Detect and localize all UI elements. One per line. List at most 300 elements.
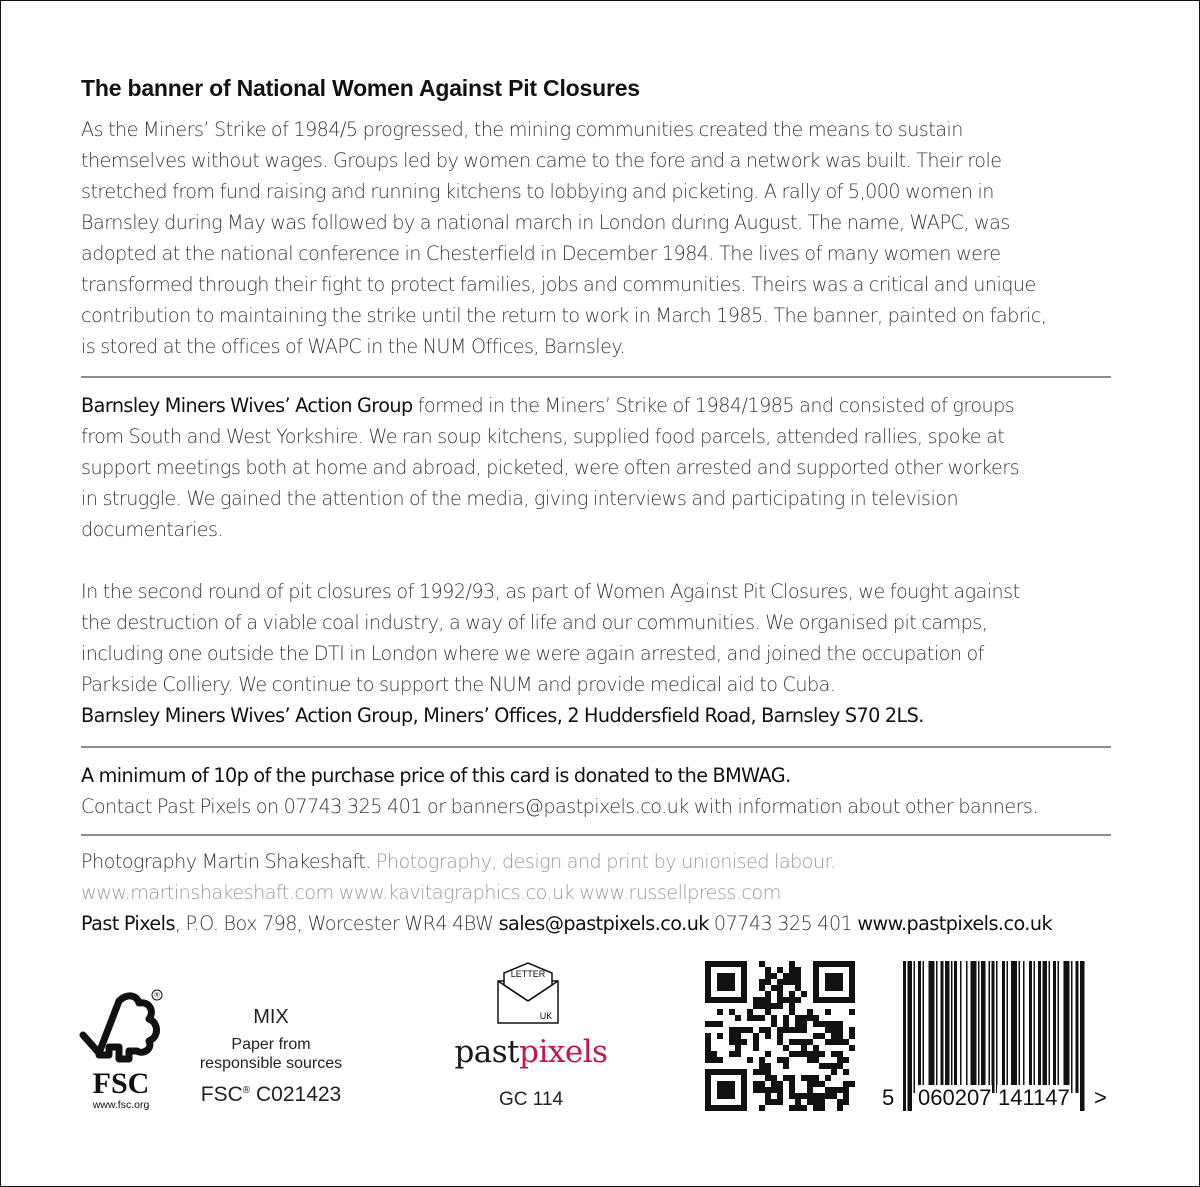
intro-line: stretched from fund raising and running kitchens to lobbying and picketing. A rally of 5,000 women in — [81, 180, 994, 203]
bmwag-line: from South and West Yorkshire. We ran soup kitchens, supplied food parcels, attended rallies, spoke at — [81, 425, 1005, 448]
qr-module — [813, 961, 819, 1003]
barcode-bar — [992, 961, 995, 1093]
qr-module — [831, 1033, 837, 1039]
barcode-bar — [1080, 961, 1085, 1111]
barcode-bar — [1007, 961, 1009, 1093]
barcode-bar — [996, 961, 998, 1093]
qr-module — [801, 1015, 807, 1021]
qr-module — [705, 1021, 711, 1027]
qr-module — [819, 1105, 825, 1111]
qr-module — [813, 1057, 819, 1063]
qr-module — [849, 961, 855, 1003]
qr-module — [711, 1057, 717, 1063]
bmwag-second-line: Parkside Colliery. We continue to support the NUM and provide medical aid to Cuba. — [81, 673, 836, 696]
qr-module — [813, 1093, 819, 1099]
qr-module — [807, 1087, 813, 1093]
qr-module — [795, 1015, 801, 1021]
publisher-line — [81, 908, 1111, 939]
qr-module — [705, 1057, 711, 1063]
qr-module — [783, 1057, 789, 1063]
barcode-bar — [1038, 961, 1041, 1093]
qr-module — [765, 1009, 771, 1015]
publisher-address: , P.O. Box 798, Worcester WR4 4BW — [174, 912, 499, 935]
barcode-bar — [923, 961, 925, 1093]
qr-module — [843, 1093, 849, 1099]
qr-module — [831, 1039, 837, 1045]
qr-module — [735, 1027, 741, 1033]
envelope-icon — [496, 961, 562, 1025]
qr-module — [837, 1027, 843, 1033]
barcode-bar — [1053, 961, 1056, 1093]
qr-module — [771, 1075, 777, 1081]
qr-module — [813, 1033, 819, 1039]
qr-module — [807, 1039, 813, 1045]
qr-module — [777, 1087, 783, 1093]
qr-module — [813, 1015, 819, 1021]
qr-module — [807, 1075, 813, 1081]
qr-module — [849, 1045, 855, 1051]
intro-line: is stored at the offices of WAPC in the NUM Offices, Barnsley. — [81, 335, 625, 358]
qr-module — [801, 1105, 807, 1111]
qr-module — [759, 985, 765, 991]
qr-module — [759, 1069, 765, 1075]
fsc-mix: MIX — [253, 1006, 289, 1028]
qr-module — [705, 1069, 711, 1111]
qr-module — [831, 1051, 837, 1057]
qr-module — [765, 967, 771, 973]
qr-module — [765, 1069, 771, 1075]
qr-module — [807, 1093, 813, 1099]
fsc-code-prefix: FSC — [200, 1083, 243, 1106]
qr-module — [741, 961, 747, 1003]
page-title: The banner of National Women Against Pit Closures — [81, 75, 640, 101]
qr-module — [783, 1075, 789, 1081]
qr-module — [795, 1099, 801, 1105]
qr-module — [735, 1039, 741, 1045]
qr-module — [759, 1057, 765, 1063]
barcode-bar — [1064, 961, 1070, 1093]
qr-module — [789, 1075, 795, 1081]
qr-module — [771, 1015, 777, 1021]
qr-module — [825, 1063, 831, 1069]
qr-module — [717, 1033, 723, 1039]
qr-module — [765, 1087, 771, 1093]
qr-module — [771, 1081, 777, 1087]
qr-module — [783, 979, 789, 985]
qr-module — [783, 1015, 789, 1021]
qr-module — [765, 1003, 771, 1009]
postage-country: UK — [539, 1011, 553, 1021]
barcode-bar — [951, 961, 953, 1093]
qr-module — [771, 1099, 777, 1105]
qr-module — [771, 1021, 777, 1027]
qr-module — [837, 1105, 843, 1111]
qr-module — [801, 1075, 807, 1081]
qr-module — [777, 997, 783, 1003]
qr-module — [795, 1105, 801, 1111]
intro-line: Barnsley during May was followed by a national march in London during August. The name, WAPC, was — [81, 211, 1010, 234]
bmwag-second-line: the destruction of a viable coal industry, a way of life and our communities. We organised pit camps, — [81, 611, 988, 634]
qr-module — [783, 997, 789, 1003]
qr-module — [807, 1099, 813, 1105]
barcode-bar — [1011, 961, 1017, 1093]
qr-module — [789, 997, 795, 1003]
barcode-group-1: 060207 — [918, 1085, 992, 1110]
qr-module — [837, 1021, 843, 1027]
qr-module — [711, 1051, 717, 1057]
intro-paragraph — [81, 114, 1111, 362]
qr-module — [759, 979, 765, 985]
qr-module — [705, 1105, 747, 1111]
qr-module — [717, 973, 735, 991]
barcode-bar — [989, 961, 991, 1093]
qr-module — [753, 997, 759, 1003]
qr-module — [819, 1099, 825, 1105]
qr-module — [795, 979, 801, 985]
logo-past: past — [454, 1034, 520, 1070]
qr-module — [819, 1021, 825, 1027]
qr-module — [831, 1063, 837, 1069]
fsc-paper-line: Paper from — [231, 1036, 311, 1053]
barcode-marker: > — [1094, 1085, 1107, 1110]
qr-module — [711, 1021, 717, 1027]
qr-module — [753, 1039, 759, 1045]
fsc-tree-icon — [79, 989, 165, 1111]
qr-module — [849, 1027, 855, 1033]
qr-module — [765, 1051, 771, 1057]
qr-module — [759, 1015, 765, 1021]
qr-module — [837, 1039, 843, 1045]
publisher-phone: 07743 325 401 — [708, 912, 858, 935]
qr-module — [849, 1033, 855, 1039]
qr-module — [813, 1105, 819, 1111]
qr-module — [771, 973, 777, 979]
qr-module — [795, 973, 801, 979]
qr-module — [843, 1099, 849, 1105]
fsc-paper-line: responsible sources — [199, 1055, 343, 1072]
qr-module — [789, 1027, 795, 1033]
qr-module — [753, 1081, 759, 1087]
qr-module — [813, 1081, 819, 1087]
qr-module — [831, 1069, 837, 1075]
qr-module — [789, 1093, 795, 1099]
qr-module — [843, 1057, 849, 1063]
qr-module — [777, 1081, 783, 1087]
qr-module — [789, 1051, 795, 1057]
fsc-logo-text: FSC — [92, 1067, 150, 1100]
qr-module — [813, 1099, 819, 1105]
barcode-bar — [966, 961, 968, 1093]
barcode-bar — [1076, 961, 1079, 1093]
qr-module — [777, 1099, 783, 1105]
qr-module — [777, 1039, 783, 1045]
pastpixels-logo — [421, 1034, 641, 1070]
bmwag-first-line — [81, 390, 1111, 421]
qr-module — [765, 1063, 771, 1069]
qr-module — [789, 1039, 795, 1045]
qr-module — [765, 997, 771, 1003]
qr-module — [801, 1039, 807, 1045]
qr-module — [765, 1075, 771, 1081]
qr-module — [789, 973, 795, 979]
qr-module — [837, 1063, 843, 1069]
barcode-bar — [1029, 961, 1032, 1093]
barcode-bar — [903, 961, 906, 1111]
qr-module — [759, 1105, 765, 1111]
bmwag-second-line: In the second round of pit closures of 1992/93, as part of Women Against Pit Closures, we fought against — [81, 580, 1020, 603]
qr-module — [783, 1045, 789, 1051]
qr-module — [753, 1087, 759, 1093]
publisher-name: Past Pixels — [81, 912, 175, 935]
barcode-bar — [936, 961, 938, 1093]
bmwag-address: Barnsley Miners Wives’ Action Group, Miners’ Offices, 2 Huddersfield Road, Barnsley S70 2LS. — [81, 704, 924, 727]
logo-pixels: pixels — [519, 1034, 608, 1070]
bmwag-line: in struggle. We gained the attention of the media, giving interviews and participating in television — [81, 487, 959, 510]
donation-notice: A minimum of 10p of the purchase price of this card is donated to the BMWAG. — [81, 764, 791, 787]
barcode-bar — [1058, 961, 1060, 1093]
qr-code-icon[interactable] — [705, 961, 855, 1111]
intro-line: themselves without wages. Groups led by women came to the fore and a network was built. Their role — [81, 149, 1002, 172]
publisher-email[interactable]: sales@pastpixels.co.uk — [498, 912, 709, 935]
qr-module — [753, 1003, 759, 1009]
qr-module — [777, 1093, 783, 1099]
qr-module — [789, 979, 795, 985]
qr-module — [765, 979, 771, 985]
fsc-code-registered: ® — [242, 1085, 251, 1096]
qr-module — [759, 1087, 765, 1093]
qr-module — [801, 1021, 807, 1027]
qr-module — [849, 1009, 855, 1015]
bmwag-first-line-text: formed in the Miners’ Strike of 1984/1985 and consisted of groups — [412, 394, 1015, 417]
qr-module — [777, 979, 783, 985]
qr-module — [801, 1045, 807, 1051]
fsc-registered-mark: ® — [154, 992, 160, 1000]
qr-module — [813, 1045, 819, 1051]
qr-module — [741, 1069, 747, 1111]
qr-module — [735, 1051, 741, 1057]
qr-module — [801, 991, 807, 997]
qr-module — [777, 1027, 783, 1033]
qr-module — [729, 1033, 735, 1039]
qr-module — [765, 973, 771, 979]
qr-module — [735, 1015, 741, 1021]
qr-module — [825, 1087, 831, 1093]
qr-module — [813, 1021, 819, 1027]
qr-module — [747, 1015, 753, 1021]
qr-module — [735, 1045, 741, 1051]
qr-module — [795, 997, 801, 1003]
qr-module — [705, 961, 711, 1003]
qr-module — [837, 1057, 843, 1063]
qr-module — [825, 1027, 831, 1033]
qr-module — [825, 1039, 831, 1045]
qr-module — [789, 1003, 795, 1009]
qr-module — [777, 967, 783, 973]
publisher-web[interactable]: www.pastpixels.co.uk — [857, 912, 1053, 935]
qr-module — [771, 1003, 777, 1009]
photographer-credit: Photography Martin Shakeshaft. — [81, 850, 371, 873]
qr-module — [807, 1009, 813, 1015]
qr-module — [753, 1045, 759, 1051]
qr-module — [807, 1015, 813, 1021]
qr-module — [789, 1081, 795, 1087]
barcode-group-2: 141147 — [998, 1085, 1070, 1110]
qr-module — [819, 1081, 825, 1087]
postage-letter: LETTER — [510, 969, 546, 979]
qr-module — [825, 1021, 831, 1027]
barcode-bar — [1002, 961, 1005, 1093]
qr-module — [825, 1093, 831, 1099]
bmwag-second-paragraph — [81, 576, 1111, 731]
contact-line: Contact Past Pixels on 07743 325 401 or banners@pastpixels.co.uk with information about other banners. — [81, 795, 1038, 818]
bmwag-second-line: including one outside the DTI in London where we were again arrested, and joined the occupation of — [81, 642, 984, 665]
qr-module — [819, 1051, 825, 1057]
qr-module — [849, 1081, 855, 1087]
fsc-url: www.fsc.org — [92, 1099, 150, 1111]
qr-module — [753, 1015, 759, 1021]
qr-module — [837, 1087, 843, 1093]
qr-module — [831, 1021, 837, 1027]
card-text — [81, 75, 1111, 939]
qr-module — [831, 1087, 837, 1093]
qr-module — [783, 1027, 789, 1033]
bmwag-line: documentaries. — [81, 518, 223, 541]
qr-module — [717, 1057, 723, 1063]
qr-module — [795, 1021, 801, 1027]
qr-module — [801, 1093, 807, 1099]
qr-module — [789, 967, 795, 973]
qr-module — [777, 1033, 783, 1039]
barcode-bar — [918, 961, 921, 1093]
qr-module — [783, 1021, 789, 1027]
qr-module — [795, 985, 801, 991]
qr-module — [705, 997, 747, 1003]
qr-module — [759, 961, 765, 967]
barcode-bar — [1043, 961, 1048, 1093]
qr-module — [777, 1003, 783, 1009]
qr-module — [765, 1033, 771, 1039]
qr-module — [747, 1009, 753, 1015]
barcode-bar — [914, 961, 916, 1093]
qr-module — [837, 1033, 843, 1039]
qr-module — [759, 1003, 765, 1009]
barcode-bar — [945, 961, 950, 1093]
qr-module — [789, 1087, 795, 1093]
qr-module — [789, 1009, 795, 1015]
barcode-bar — [1071, 961, 1073, 1093]
barcode-bar — [954, 961, 957, 1093]
qr-module — [705, 961, 747, 967]
qr-module — [843, 1039, 849, 1045]
qr-module — [705, 1045, 711, 1051]
qr-module — [777, 985, 783, 991]
qr-module — [717, 1081, 735, 1099]
qr-module — [789, 1105, 795, 1111]
qr-module — [795, 1051, 801, 1057]
qr-module — [705, 1069, 747, 1075]
qr-module — [795, 967, 801, 973]
qr-module — [783, 973, 789, 979]
qr-module — [735, 1033, 741, 1039]
qr-module — [729, 1039, 735, 1045]
qr-module — [783, 1063, 789, 1069]
qr-module — [741, 1027, 747, 1033]
qr-module — [819, 1033, 825, 1039]
qr-module — [729, 1009, 735, 1015]
qr-module — [759, 997, 765, 1003]
qr-module — [741, 1039, 747, 1045]
qr-module — [801, 1051, 807, 1057]
qr-module — [843, 1087, 849, 1093]
bmwag-line: support meetings both at home and abroad, picketed, were often arrested and supported other workers — [81, 456, 1020, 479]
qr-module — [729, 1051, 735, 1057]
qr-module — [771, 1087, 777, 1093]
qr-module — [789, 991, 795, 997]
qr-module — [705, 1039, 711, 1045]
bmwag-name: Barnsley Miners Wives’ Action Group — [81, 394, 413, 417]
qr-module — [819, 1093, 825, 1099]
barcode-bar — [1034, 961, 1036, 1093]
fsc-code-number: C021423 — [255, 1083, 342, 1106]
qr-module — [753, 1069, 759, 1075]
qr-module — [765, 991, 771, 997]
qr-module — [765, 1099, 771, 1105]
qr-module — [765, 1093, 771, 1099]
qr-module — [705, 1051, 711, 1057]
barcode-bar — [908, 961, 913, 1111]
barcode-lead-digit: 5 — [882, 1085, 895, 1110]
qr-module — [717, 1021, 723, 1027]
qr-module — [795, 1027, 801, 1033]
qr-module — [753, 1033, 759, 1039]
qr-module — [777, 1057, 783, 1063]
barcode-bar — [929, 961, 935, 1093]
bmwag-paragraph — [81, 390, 1111, 545]
qr-module — [807, 1057, 813, 1063]
qr-module — [771, 985, 777, 991]
barcode-bar — [1049, 961, 1051, 1093]
barcode-bar — [1019, 961, 1021, 1093]
barcode-bar — [960, 961, 962, 1093]
qr-module — [813, 961, 855, 967]
qr-module — [825, 1075, 831, 1081]
union-note: Photography, design and print by unionised labour. — [370, 850, 836, 873]
credit-websites: www.martinshakeshaft.com www.kavitagraphics.co.uk www.russellpress.com — [81, 881, 781, 904]
qr-module — [795, 1039, 801, 1045]
qr-module — [765, 1027, 771, 1033]
qr-module — [831, 1027, 837, 1033]
qr-module — [759, 1027, 765, 1033]
qr-module — [831, 1093, 837, 1099]
qr-module — [795, 1093, 801, 1099]
qr-module — [747, 1027, 753, 1033]
qr-module — [801, 1027, 807, 1033]
qr-module — [789, 961, 795, 967]
credits-line — [81, 846, 1111, 877]
qr-module — [825, 1009, 831, 1015]
qr-module — [717, 1009, 723, 1015]
intro-line: As the Miners’ Strike of 1984/5 progressed, the mining communities created the means to sustain — [81, 118, 963, 141]
qr-module — [747, 1057, 753, 1063]
fsc-label — [181, 1006, 361, 1107]
intro-line: adopted at the national conference in Chesterfield in December 1984. The lives of many women were — [81, 242, 1001, 265]
intro-line: contribution to maintaining the strike until the return to work in March 1985. The banner, painted on fabric, — [81, 304, 1047, 327]
qr-module — [837, 1051, 843, 1057]
qr-module — [843, 1081, 849, 1087]
fsc-code — [181, 1083, 361, 1107]
qr-module — [843, 1069, 849, 1075]
qr-module — [813, 1075, 819, 1081]
